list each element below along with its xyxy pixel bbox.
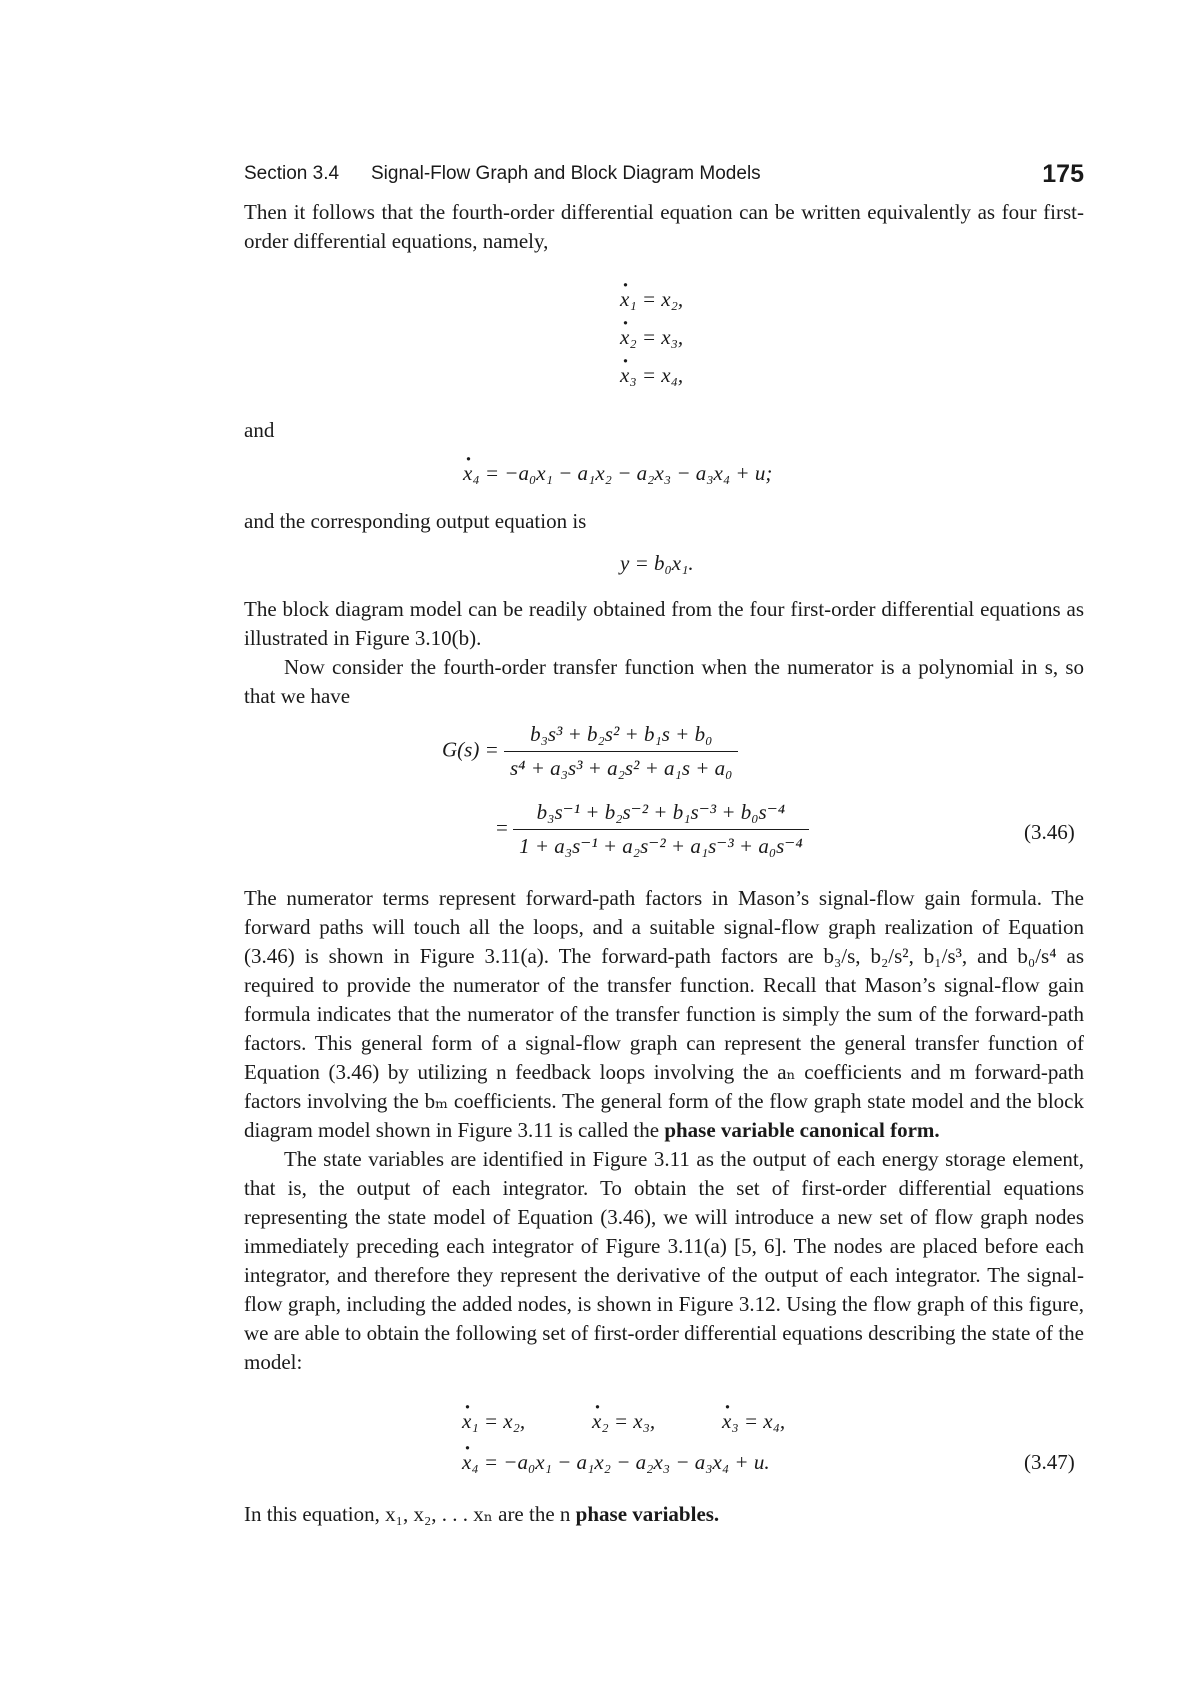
paragraph-output bbox=[244, 507, 1084, 536]
state-equation-3 bbox=[620, 363, 683, 388]
state-equation-2 bbox=[620, 325, 683, 350]
bold-term: phase variable canonical form. bbox=[664, 1118, 940, 1142]
transfer-function-equation bbox=[442, 722, 738, 781]
paragraph-intro bbox=[244, 198, 1084, 256]
paragraph-text: The block diagram model can be readily obtained from the four first-order differential equations as illustrated in Figure 3.10(b). bbox=[244, 597, 1084, 650]
bold-term: phase variables. bbox=[575, 1502, 720, 1526]
paragraph-text: The numerator terms represent forward-path factors in Mason’s signal-flow gain formula. The forward paths will touch all the loops, and a suitable signal-flow graph realization of Equation (3.46) is shown in Figure 3.11(a). The forward-path factors are b₃/s, b₂/s², b₁/s³, and b₀/s⁴ as required to provide the numerator of the transfer function. Recall that Mason’s signal-flow gain formula indicates that the numerator of the transfer function is simply the sum of the forward-path factors. This general form of a signal-flow graph can represent the general transfer function of Equation (3.46) by utilizing n feedback loops involving the aₙ coefficients and m forward-path factors involving the bₘ coefficients. The general form of the flow graph state model and the block diagram model shown in Figure 3.11 is called the bbox=[244, 886, 1084, 1142]
equation-lhs: G(s) = bbox=[442, 737, 499, 762]
paragraph-text: Then it follows that the fourth-order differential equation can be written equivalently as four first-order differential equations, namely, bbox=[244, 200, 1084, 253]
equation-text: · x₂ = x₃, bbox=[620, 325, 683, 350]
numerator-2: b₃s⁻¹ + b₂s⁻² + b₁s⁻³ + b₀s⁻⁴ bbox=[513, 800, 809, 830]
fraction-1 bbox=[504, 722, 738, 781]
denominator-1: s⁴ + a₃s³ + a₂s² + a₁s + a₀ bbox=[510, 756, 733, 780]
paragraph-text: Now consider the fourth-order transfer function when the numerator is a polynomial in s, so that we have bbox=[244, 655, 1084, 708]
equation-number-347: (3.47) bbox=[1024, 1450, 1075, 1474]
equation-number-346: (3.46) bbox=[1024, 820, 1075, 844]
state-equation-4 bbox=[463, 461, 772, 486]
paragraph-numerator bbox=[244, 884, 1084, 1377]
equation-text: · x₂ = x₃, bbox=[592, 1409, 655, 1434]
fraction-2 bbox=[513, 800, 809, 859]
section-title: Signal-Flow Graph and Block Diagram Models bbox=[371, 163, 761, 184]
and-line bbox=[244, 416, 1084, 445]
state-equation-347-line1c bbox=[722, 1409, 785, 1434]
running-header bbox=[244, 160, 1084, 193]
output-equation bbox=[620, 551, 694, 576]
numerator-1: b₃s³ + b₂s² + b₁s + b₀ bbox=[504, 722, 738, 752]
equals-sign: = bbox=[496, 815, 508, 840]
and-text: and bbox=[244, 418, 275, 442]
equation-text: y = b₀x₁. bbox=[620, 551, 694, 575]
denominator-2: 1 + a₃s⁻¹ + a₂s⁻² + a₁s⁻³ + a₀s⁻⁴ bbox=[519, 834, 803, 858]
page-number: 175 bbox=[1042, 160, 1084, 188]
paragraph-text: The state variables are identified in Figure 3.11 as the output of each energy storage element, that is, the output of each integrator. To obtain the set of first-order differential equations representing the state model of Equation (3.46), we will introduce a new set of flow graph nodes immediately preceding each integrator of Figure 3.11(a) [5, 6]. The nodes are placed before each integrator, and therefore they represent the derivative of the output of each integrator. The signal-flow graph, including the added nodes, is shown in Figure 3.12. Using the flow graph of this figure, we are able to obtain the following set of first-order differential equations describing the state of the model: bbox=[244, 1147, 1084, 1374]
section-label: Section 3.4 bbox=[244, 163, 340, 184]
state-equation-1 bbox=[620, 287, 683, 312]
paragraph-text: In this equation, x₁, x₂, . . . xₙ are the n bbox=[244, 1502, 576, 1526]
equation-text: · x₄ = −a₀x₁ − a₁x₂ − a₂x₃ − a₃x₄ + u. bbox=[462, 1450, 770, 1475]
equation-text: · x₃ = x₄, bbox=[722, 1409, 785, 1434]
paragraph-block-diagram bbox=[244, 595, 1084, 711]
equation-text: · x₃ = x₄, bbox=[620, 363, 683, 388]
paragraph-text: and the corresponding output equation is bbox=[244, 509, 587, 533]
transfer-function-equation-2 bbox=[496, 800, 809, 859]
equation-text: · x₁ = x₂, bbox=[462, 1409, 525, 1434]
state-equation-347-line1b bbox=[592, 1409, 655, 1434]
paragraph-final bbox=[244, 1500, 1084, 1529]
state-equation-347-line2 bbox=[462, 1450, 770, 1475]
state-equation-347-line1a bbox=[462, 1409, 525, 1434]
equation-text: · x₄ = −a₀x₁ − a₁x₂ − a₂x₃ − a₃x₄ + u; bbox=[463, 461, 772, 486]
equation-text: · x₁ = x₂, bbox=[620, 287, 683, 312]
